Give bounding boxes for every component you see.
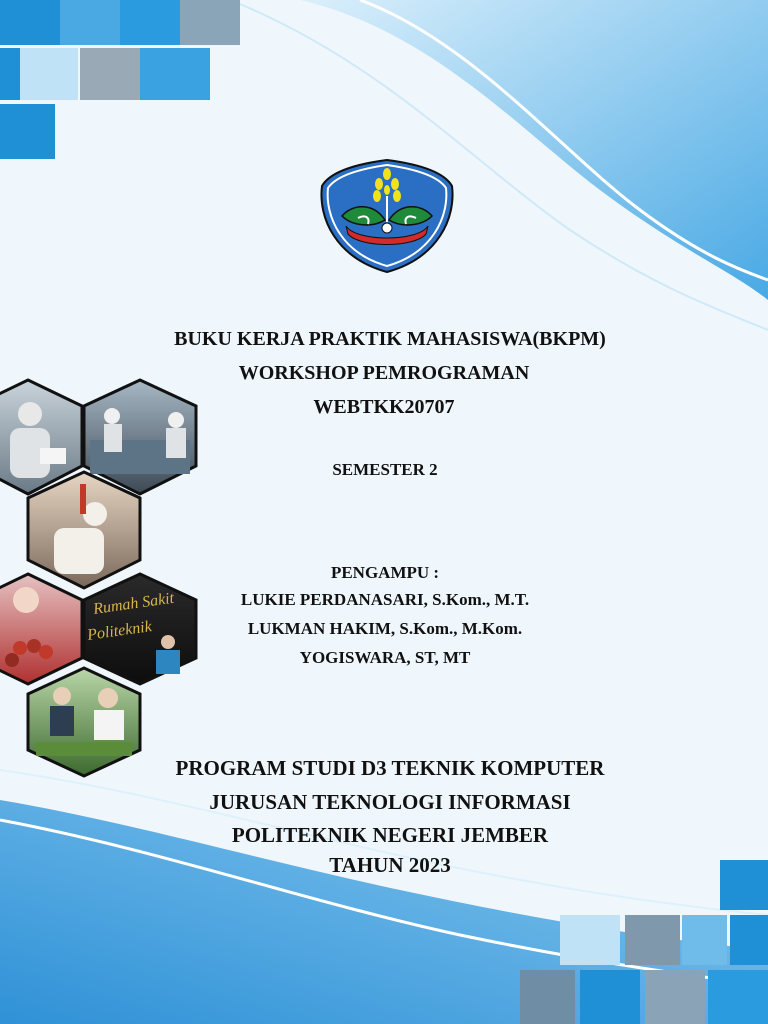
photo-hex-3 bbox=[28, 472, 140, 588]
photo-hex-1 bbox=[0, 380, 82, 494]
svg-text:Rumah Sakit: Rumah Sakit bbox=[92, 589, 176, 618]
course-code: WEBTKK20707 bbox=[313, 396, 455, 418]
photo-hex-6 bbox=[28, 668, 140, 776]
lecturer-name: LUKMAN HAKIM, S.Kom., M.Kom. bbox=[247, 619, 523, 638]
study-program: PROGRAM STUDI D3 TEKNIK KOMPUTER bbox=[175, 756, 605, 780]
polije-logo bbox=[318, 158, 456, 274]
lecturer-name: LUKIE PERDANASARI, S.Kom., M.T. bbox=[240, 590, 530, 609]
svg-text:Politeknik: Politeknik bbox=[86, 618, 153, 644]
department-name: JURUSAN TEKNOLOGI INFORMASI bbox=[209, 790, 571, 814]
photo-collage bbox=[0, 378, 200, 778]
year-label: TAHUN 2023 bbox=[329, 853, 451, 877]
course-name: WORKSHOP PEMROGRAMAN bbox=[238, 362, 530, 384]
institution-name: POLITEKNIK NEGERI JEMBER bbox=[231, 823, 549, 847]
lecturers-heading: PENGAMPU : bbox=[330, 563, 440, 582]
semester-label: SEMESTER 2 bbox=[332, 460, 438, 479]
photo-hex-5 bbox=[84, 574, 196, 684]
document-title: BUKU KERJA PRAKTIK MAHASISWA(BKPM) bbox=[174, 328, 606, 350]
photo-hex-4 bbox=[0, 574, 82, 684]
lecturer-name: YOGISWARA, ST, MT bbox=[299, 648, 471, 667]
